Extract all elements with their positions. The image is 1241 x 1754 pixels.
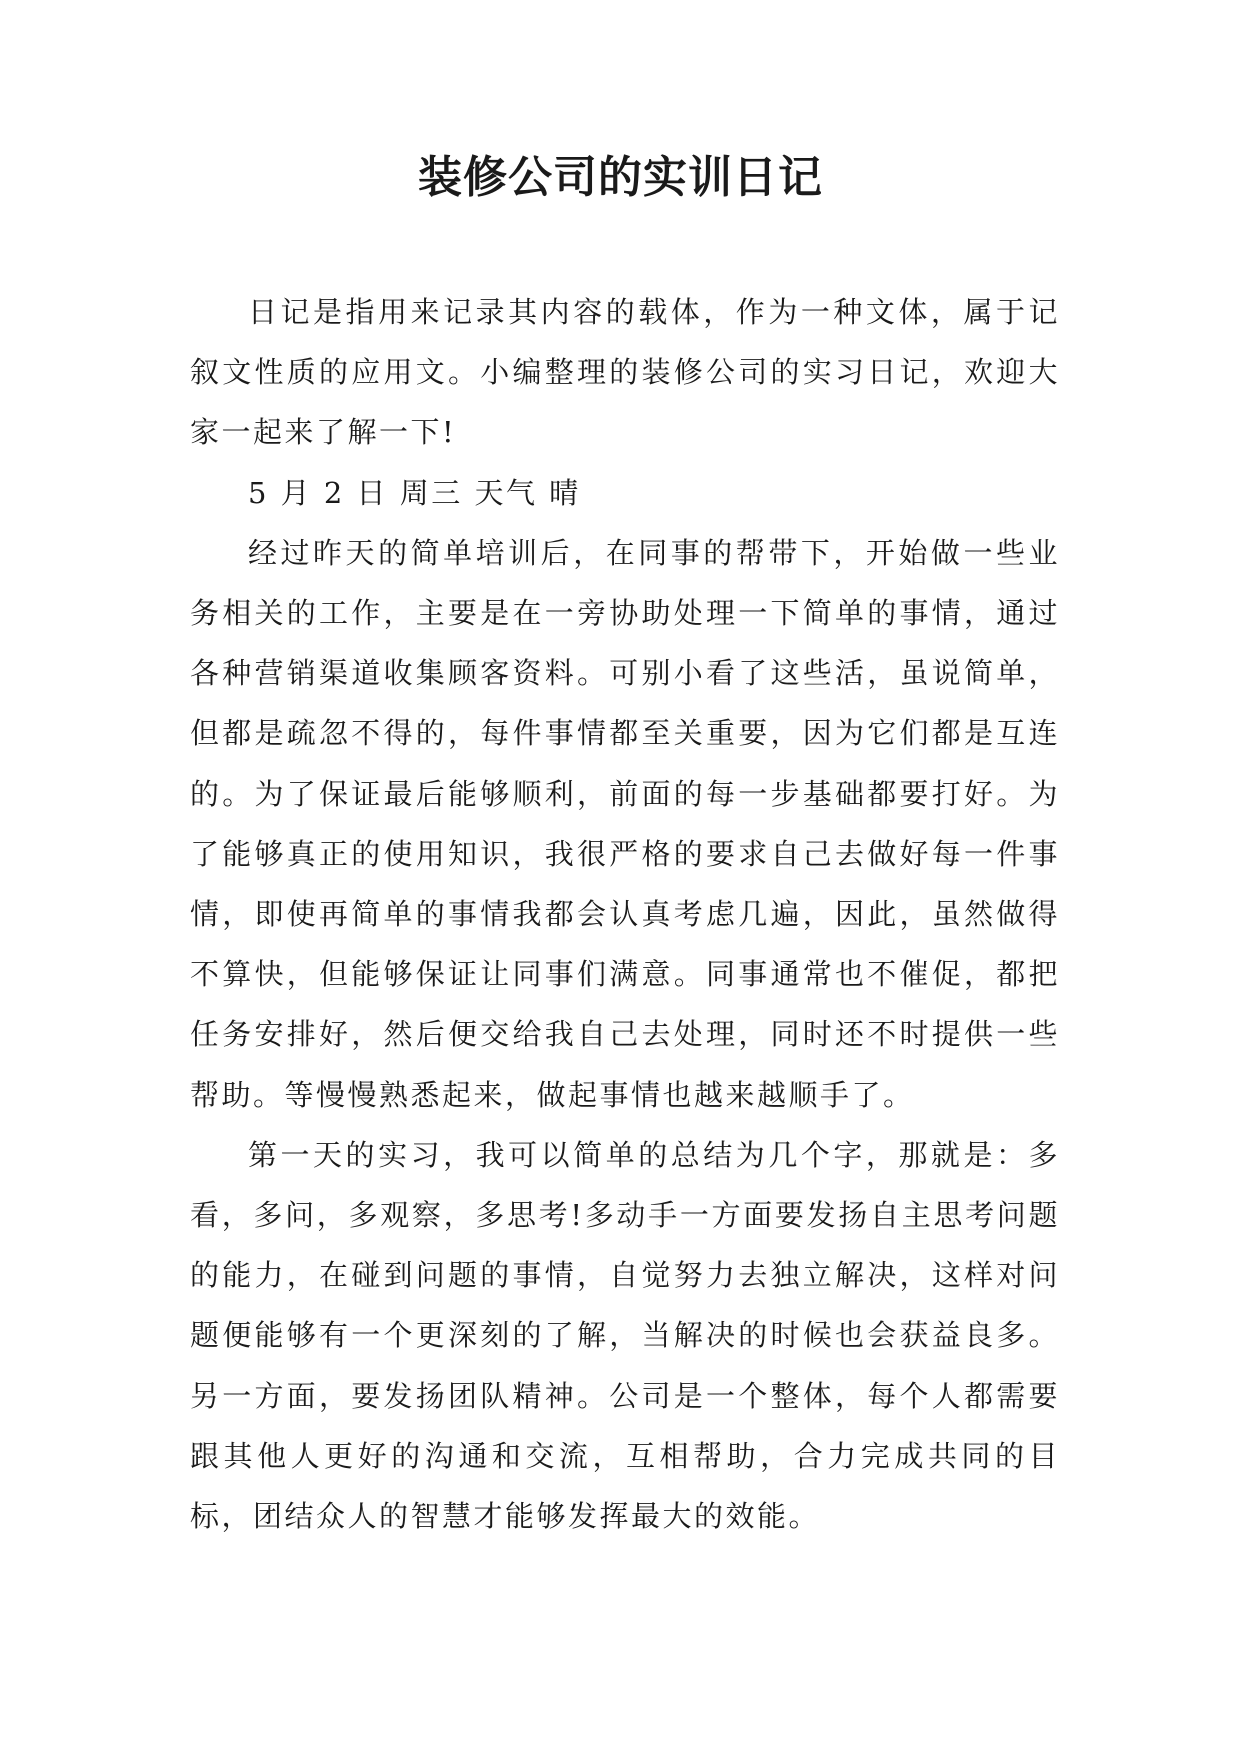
summary-paragraph: 第一天的实习，我可以简单的总结为几个字，那就是：多看，多问，多观察，多思考!多动手一方面要发扬自主思考问题的能力，在碰到问题的事情，自觉努力去独立解决，这样对问题便能够有一个更深刻的了解，当解决的时候也会获益良多。 另一方面，要发扬团队精神。公司是一个整体，每个人都需要跟其他人更好的沟通和交流，互相帮助，合力完成共同的目标，团结众人的智慧才能够发挥最大的效能。	[190, 1137, 1060, 1534]
diary-paragraph: 经过昨天的简单培训后，在同事的帮带下，开始做一些业务相关的工作，主要是在一旁协助处理一下简单的事情，通过各种营销渠道收集顾客资料。可别小看了这些活，虽说简单，但都是疏忽不得的，每件事情都至关重要，因为它们都是互连的。为了保证最后能够顺利，前面的每一步基础都要打好。为了能够真正的使用知识，我很严格的要求自己去做好每一件事情，即使再简单的事情我都会认真考虑几遍，因此，虽然做得不算快，但能够保证让同事们满意。同事通常也不催促，都把任务安排好，然后便交给我自己去处理，同时还不时提供一些帮助。等慢慢熟悉起来，做起事情也越来越顺手了。	[190, 535, 1060, 1112]
document-body	[190, 282, 1060, 1546]
intro-paragraph: 日记是指用来记录其内容的载体，作为一种文体，属于记叙文性质的应用文。小编整理的装修公司的实习日记，欢迎大家一起来了解一下!	[190, 295, 1060, 450]
document-title: 装修公司的实训日记	[418, 152, 823, 203]
diary-date-line: 5 月 2 日 周三 天气 晴	[248, 475, 581, 510]
